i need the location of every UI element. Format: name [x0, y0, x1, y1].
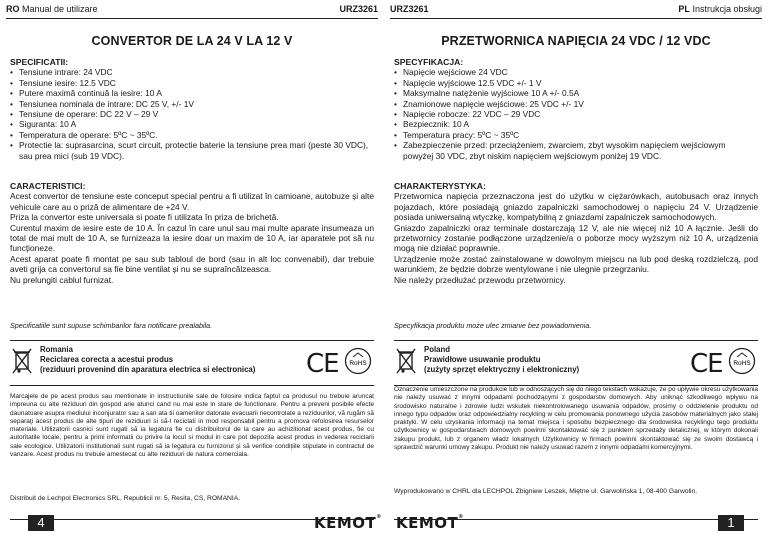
svg-text:RoHS: RoHS — [349, 360, 367, 367]
ce-mark-icon: CE — [306, 349, 339, 379]
list-item: • Znamionowe napięcie wejściowe: 25 VDC +/- 1V — [394, 99, 758, 109]
paragraph: Nie należy przedłużać przewodu przetwornicy. — [394, 274, 566, 285]
page-header — [6, 4, 378, 19]
manufacturer-text: Wyprodukowano w CHRL dla LECHPOL Zbigniew Leszek, Miętne ul. Garwolińska 1, 08-400 Garwolin. — [394, 488, 698, 495]
paragraph: Curentul maxim de iesire este de 10 A. În cazul în care unul sau mai multe aparate insumeaza un total de mai mult de 10 A, se furnizeaza la iesire doar un maxim de 10 A, iar aparatele pot să nu funcționeze. — [10, 222, 374, 254]
page-number: 1 — [718, 515, 744, 531]
paragraph: Acest convertor de tensiune este conceput special pentru a fi utilizat în camioane, autobuze și alte vehicule care au o priză de alimentare de +24 V. — [10, 191, 374, 212]
list-item: • Zabezpieczenie przed: przeciążeniem, zwarciem, zbyt wysokim napięciem wejściowym powyżej 30 VDC, zbyt niskim napięciem wejściowym poniżej 19 VDC. — [394, 140, 758, 161]
weee-subheading: (zużyty sprzęt elektryczny i elektroniczny) — [424, 365, 580, 374]
paragraph: Priza la convertor este universala si poate fi utilizata în priza de brichetă. — [10, 212, 279, 223]
list-item: • Tensiune de operare: DC 22 V – 29 V — [10, 109, 374, 119]
list-item: • Maksymalne natężenie wyjściowe 10 A +/- 0.5A — [394, 88, 758, 98]
lang-code: RO — [6, 4, 20, 14]
weee-subheading: (reziduuri provenind din aparatura electrica si electronica) — [40, 365, 256, 374]
manual-label: Manual de utilizare — [22, 4, 98, 14]
spec-heading: SPECIFICATII: — [10, 57, 69, 67]
characteristics-section — [10, 181, 374, 285]
weee-box — [10, 340, 374, 386]
rohs-icon — [344, 347, 372, 375]
kemot-logo: KEMOT® — [396, 514, 464, 532]
list-item: • Temperatura de operare: 5ºC ~ 35ºC. — [10, 130, 374, 140]
spec-section — [394, 57, 758, 161]
spec-section — [10, 57, 374, 161]
distributor-text: Distribuit de Lechpol Electronics SRL, Republicii nr. 5, Resita, CS, ROMANIA. — [10, 495, 241, 502]
spec-heading: SPECYFIKACJA: — [394, 57, 464, 67]
list-item: • Napięcie robocze: 22 VDC – 29 VDC — [394, 109, 758, 119]
list-item: • Temperatura pracy: 5ºC ~ 35ºC — [394, 130, 758, 140]
page-title: PRZETWORNICA NAPIĘCIA 24 VDC / 12 VDC — [441, 34, 711, 48]
weee-text: Oznaczenie umieszczone na produkcie lub w odnoszących się do niego tekstach wskazuje, że po upływie okresu użytkowania nie należy usuwać z innymi odpadami pochodzącymi z gospodarstw domowych. Aby uniknąć szkodliwego wpływu na środowisko naturalne i zdrowie ludzi wskutek niekontrolowanego usuwania odpadów, prosimy o oddzielenie produktu od innego typu odpadów oraz odpowiedzialny recykling w celu promowania ponownego użycia zasobów materialnych jako stałej praktyki. W celu uzyskania informacji na temat miejsca i sposobu bezpiecznego dla środowiska recyklingu tego produktu użytkownicy w gospodarstwach domowych powinni skontaktować się z punktem sprzedaży detalicznej, w którym dokonali zakupu produkt, lub z organem władz lokalnych Użytkownicy w firmach powinni skontaktować się ze swoim dostawcą i sprawdzić warunki umowy zakupu. Produkt nie należy usuwać razem z innymi odpadami komercyjnymi. — [394, 386, 758, 452]
crossed-bin-icon — [396, 347, 416, 375]
weee-heading: Prawidłowe usuwanie produktu — [424, 355, 541, 364]
page-header — [390, 4, 762, 19]
list-item: • Bezpiecznik: 10 A — [394, 119, 758, 129]
page-number: 4 — [28, 515, 54, 531]
paragraph: Gniazdo zapalniczki oraz terminale dostarczają 12 V, ale nie więcej niż 10 A łącznie. Jeśli do przetwornicy zostanie podłączone urządzenie/a o poborze mocy wyższym niż 10 A, urządzenia mogą nie działać poprawnie. — [394, 222, 758, 254]
list-item: • Tensiunea nominala de intrare: DC 25 V, +/- 1V — [10, 99, 374, 109]
right-page-pl — [384, 0, 768, 541]
characteristics-section — [394, 181, 758, 285]
manual-label: Instrukcja obsługi — [692, 4, 762, 14]
lang-code: PL — [678, 4, 690, 14]
model-code: URZ3261 — [390, 4, 429, 14]
list-item: • Tensiune iesire: 12.5 VDC — [10, 78, 374, 88]
spec-change-note: Specificatiile sunt supuse schimbarilor fara notificare prealabila. — [10, 321, 213, 330]
list-item: • Napięcie wejściowe 24 VDC — [394, 67, 758, 77]
list-item: • Putere maximă continuă la iesire: 10 A — [10, 88, 374, 98]
crossed-bin-icon — [12, 347, 32, 375]
char-heading: CARACTERISTICI: — [10, 181, 86, 191]
rohs-icon — [728, 347, 756, 375]
spec-change-note: Specyfikacja produktu może ulec zmianie bez powiadomienia. — [394, 321, 592, 330]
ce-mark-icon: CE — [690, 349, 723, 379]
paragraph: Acest aparat poate fi montat pe sau sub tabloul de bord (sau in alt loc convenabil), dar trebuie aveti grija ca convertorul sa fie bine ventilat și nu se supraîncălzeasca. — [10, 253, 374, 275]
paragraph: Nu prelungiti cablul furnizat. — [10, 274, 114, 285]
list-item: • Napięcie wyjściowe 12.5 VDC +/- 1 V — [394, 78, 758, 88]
paragraph: Urządzenie może zostać zainstalowane w dowolnym miejscu na lub pod deską rozdzielczą, pod warunkiem, że będzie dobrze wentylowane i nie ulegnie przegrzaniu. — [394, 253, 758, 275]
svg-text:RoHS: RoHS — [733, 360, 751, 367]
list-item: • Siguranta: 10 A — [10, 119, 374, 129]
weee-heading: Reciclarea corecta a acestui produs — [40, 355, 174, 364]
spec-list — [394, 67, 758, 161]
spec-list — [10, 67, 374, 161]
page-title: CONVERTOR DE LA 24 V LA 12 V — [91, 34, 293, 48]
list-item: • Protectie la: suprasarcina, scurt circuit, protectie baterie la tensiune prea mari (peste 30 VDC), sau prea mici (sub 19 VDC). — [10, 140, 374, 161]
char-heading: CHARAKTERYSTYKA: — [394, 181, 486, 191]
model-code: URZ3261 — [339, 4, 378, 14]
list-item: • Tensiune intrare: 24 VDC — [10, 67, 374, 77]
weee-country: Romania — [40, 345, 73, 354]
weee-box — [394, 340, 758, 386]
weee-country: Poland — [424, 345, 450, 354]
kemot-logo: KEMOT® — [314, 514, 382, 532]
weee-text: Marcajele de pe acest produs sau mentionate in instructiunile sale de folosire indica faptul ca produsul nu trebuie aruncat impreuna cu alte reziduuri din gospod arie atunci cand nu mai este in stare de functionare. Pentru a preveni posibile efecte daunatoare asupra mediului inconjurator sau a san ata tii oamenilor datorate evacuarii necontrolate a reziduurilor, vă rugăm să separaţi acest produs de alte tipuri de reziduuri si să-l reciclati in mod responsabil pentru a promova refolosirea resurselor materiale. Utilizatorii casnici sunt rugati să ia legatura fie cu distribuitorul de la care au achizitionat acest produs, fie cu autoritatile locale, pentru a primi informatii cu privire la locul si modul in care pot depozita acest produs in vederea reciclarii sale ecologice. Utilizatorii institutionali sunt rugati să ia legatura cu furnizorul și să verifice condițiile stipulate in contractul de vanzare. Acest produs nu trebuie amestecat cu alte reziduuri de natura comerciala. — [10, 393, 374, 459]
paragraph: Przetwornica napięcia przeznaczona jest do użytku w ciężarówkach, autobusach oraz innych pojazdach, które posiadają gniazdo zapalniczki samochodowej o napięciu 24 V. Urządzenie posiada uniwersalną wtyczkę, kompatybilną z gniazdami zapalniczek samochodowych. — [394, 191, 758, 223]
